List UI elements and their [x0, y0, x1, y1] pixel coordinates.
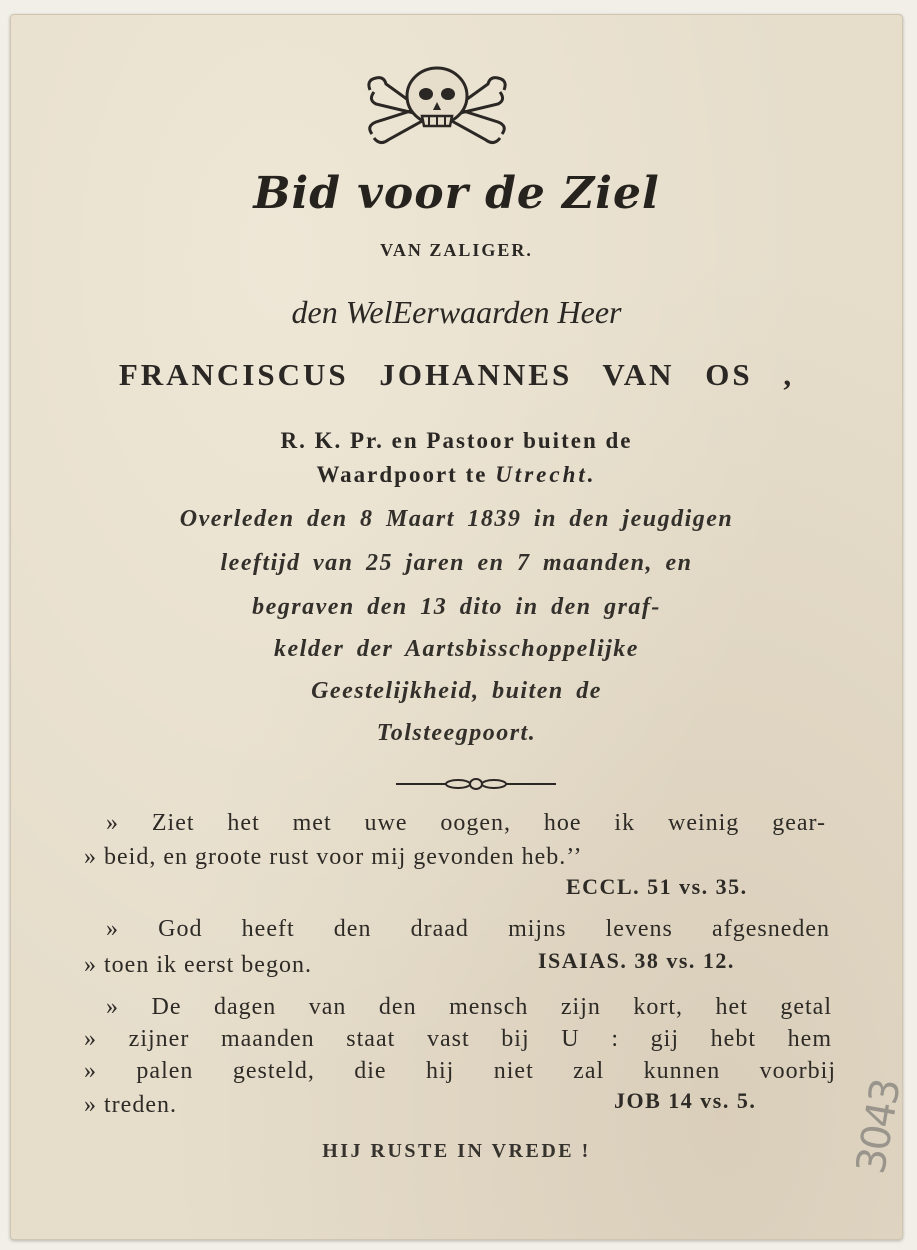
- quote-reference: ISAIAS. 38 vs. 12.: [538, 948, 735, 973]
- obituary-line: kelder der Aartsbisschoppelijke: [274, 636, 639, 662]
- card-subtitle: VAN ZALIGER.: [380, 240, 533, 260]
- skull-and-crossbones-icon: [362, 62, 512, 148]
- obituary-line: Geestelijkheid, buiten de: [311, 678, 602, 704]
- quote-line: » beid, en groote rust voor mij gevonden heb.’’: [84, 844, 583, 870]
- office-line-2: [10, 462, 903, 488]
- office-line-2-prefix: Waardpoort te: [316, 462, 496, 487]
- ornamental-divider-icon: [396, 774, 556, 794]
- closing-line: HIJ RUSTE IN VREDE !: [322, 1140, 591, 1162]
- card-title: Bid voor de Ziel: [253, 168, 660, 219]
- deceased-name: FRANCISCUS JOHANNES VAN OS ,: [118, 357, 795, 392]
- quote-line: » Ziet het met uwe oogen, hoe ik weinig gear-: [106, 810, 826, 836]
- inventory-number: 3043: [848, 1076, 910, 1178]
- quote-reference: JOB 14 vs. 5.: [614, 1088, 757, 1113]
- honorific: den WelEerwaarden Heer: [291, 294, 622, 330]
- quote-reference: ECCL. 51 vs. 35.: [566, 874, 748, 899]
- office-line-1: R. K. Pr. en Pastoor buiten de: [280, 428, 633, 453]
- quote-line: » God heeft den draad mijns levens afgesneden: [106, 916, 830, 942]
- obituary-line: Tolsteegpoort.: [376, 720, 537, 746]
- quote-line: » toen ik eerst begon.: [84, 952, 312, 978]
- quote-line: » treden.: [84, 1092, 177, 1118]
- memorial-card: [10, 14, 910, 1240]
- office-line-2-place: Utrecht.: [495, 462, 597, 487]
- quote-line: » palen gesteld, die hij niet zal kunnen voorbij: [84, 1058, 836, 1084]
- obituary-line: begraven den 13 dito in den graf-: [252, 594, 661, 620]
- quote-line: » De dagen van den mensch zijn kort, het getal: [106, 994, 832, 1020]
- obituary-line: Overleden den 8 Maart 1839 in den jeugdigen: [179, 506, 734, 532]
- obituary-line: leeftijd van 25 jaren en 7 maanden, en: [220, 550, 693, 576]
- quote-line: » zijner maanden staat vast bij U : gij hebt hem: [84, 1026, 832, 1052]
